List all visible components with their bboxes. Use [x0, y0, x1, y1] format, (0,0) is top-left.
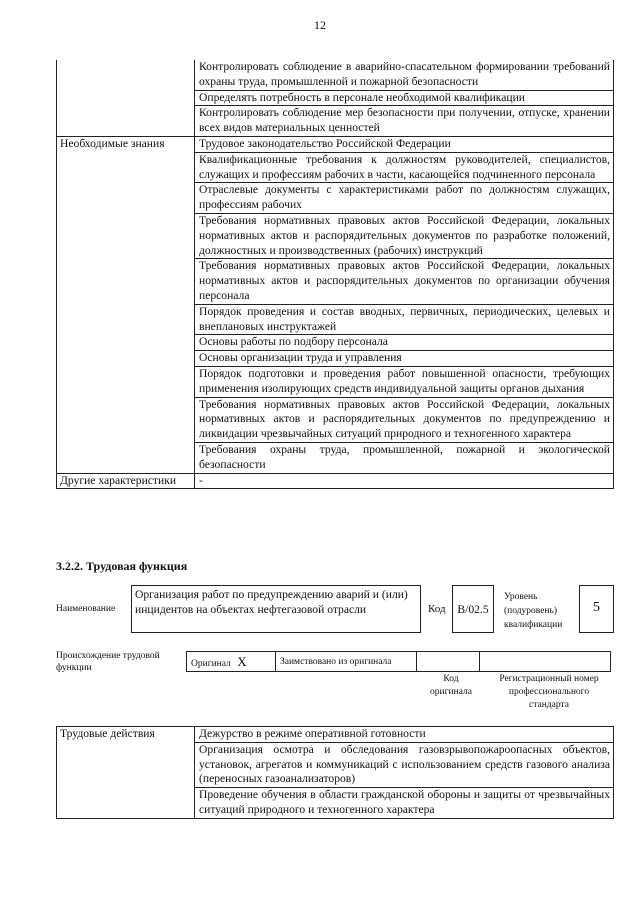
level-label-line: (подуровень): [504, 606, 558, 616]
level-label: [504, 590, 562, 632]
empty-label-cell: [57, 335, 195, 351]
caption-line: Регистрационный номер: [499, 674, 599, 684]
other-characteristics-value: -: [195, 473, 614, 489]
labor-actions-label: Трудовые действия: [57, 727, 195, 743]
empty-label-cell: [57, 788, 195, 819]
table-row: Квалификационные требования к должностям руководителей, специалистов, служащих и профессиям рабочих в части, касающейся подчиненного персонала: [195, 152, 614, 183]
empty-label-cell: [57, 213, 195, 258]
original-cell: [187, 652, 276, 672]
knowledge-label: Необходимые знания: [57, 136, 195, 152]
empty-label-cell: [57, 259, 195, 304]
table-row: Требования нормативных правовых актов Российской Федерации, локальных нормативных актов и распорядительных документов по разработке положений, должностных и производственных (рабочих) инструкций: [195, 213, 614, 258]
table-row: Организация осмотра и обследования газовзрывопожароопасных объектов, установок, агрегатов и коммуникаций с использованием средств газового анализа (переносных газоанализаторов): [195, 742, 614, 787]
caption-line: стандарта: [529, 700, 569, 710]
code-label: Код: [428, 603, 446, 615]
origin-label-line: функции: [56, 663, 92, 673]
caption-line: оригинала: [430, 687, 472, 697]
origin-label-line: Происхождение трудовой: [56, 651, 160, 661]
level-value-box: 5: [579, 585, 614, 633]
table-row: Дежурство в режиме оперативной готовности: [195, 727, 614, 743]
original-label: Оригинал: [191, 658, 231, 669]
table-row: Требования нормативных правовых актов Российской Федерации, локальных нормативных актов и распорядительных документов по предупреждению и ликвидации чрезвычайных ситуаций природного и техногенного характера: [195, 397, 614, 442]
empty-label-cell: [57, 366, 195, 397]
empty-label-cell: [57, 351, 195, 367]
code-value-box: В/02.5: [452, 585, 494, 633]
section-title: 3.2.2. Трудовая функция: [56, 559, 188, 573]
table-row: Трудовое законодательство Российской Федерации: [195, 136, 614, 152]
empty-label-cell: [57, 304, 195, 335]
caption-line: профессионального: [508, 687, 590, 697]
empty-label-cell: [57, 90, 195, 106]
table-row: Основы организации труда и управления: [195, 351, 614, 367]
original-mark: X: [237, 653, 247, 669]
table-row: Контролировать соблюдение в аварийно-спасательном формировании требований охраны труда, промышленной и пожарной безопасности: [195, 60, 614, 90]
empty-label-cell: [57, 742, 195, 787]
code-original-caption: [418, 673, 484, 699]
reg-number-caption: [484, 673, 614, 712]
page-number: 12: [314, 18, 326, 32]
empty-label-cell: [57, 60, 195, 90]
level-label-line: квалификации: [504, 620, 563, 630]
empty-label-cell: [57, 397, 195, 442]
other-characteristics-label: Другие характеристики: [57, 473, 195, 489]
level-label-line: Уровень: [504, 592, 538, 602]
table-row: Порядок подготовки и проведения работ повышенной опасности, требующих применения изолирующих средств индивидуальной защиты органов дыхания: [195, 366, 614, 397]
empty-label-cell: [57, 152, 195, 183]
empty-label-cell: [57, 183, 195, 214]
function-name-box: Организация работ по предупреждению аварий и (или) инцидентов на объектах нефтегазовой отрасли: [131, 585, 421, 633]
origin-label: [56, 650, 160, 674]
table-row: Проведение обучения в области гражданской обороны и защиты от чрезвычайных ситуаций природного и техногенного характера: [195, 788, 614, 819]
table-row: Отраслевые документы с характеристиками работ по должностям служащих, профессиям рабочих: [195, 183, 614, 214]
knowledge-table: [56, 60, 614, 489]
origin-table: [186, 651, 611, 672]
caption-line: Код: [443, 674, 459, 684]
reg-number-cell: [480, 652, 611, 672]
table-row: Основы работы по подбору персонала: [195, 335, 614, 351]
code-original-cell: [417, 652, 480, 672]
empty-label-cell: [57, 442, 195, 473]
table-row: Порядок проведения и состав вводных, первичных, периодических, целевых и внеплановых инструктажей: [195, 304, 614, 335]
borrowed-cell: Заимствовано из оригинала: [276, 652, 417, 672]
empty-label-cell: [57, 106, 195, 137]
table-row: Определять потребность в персонале необходимой квалификации: [195, 90, 614, 106]
table-row: Контролировать соблюдение мер безопасности при получении, отпуске, хранении всех видов материальных ценностей: [195, 106, 614, 137]
name-label: Наименование: [56, 604, 116, 614]
table-row: Требования нормативных правовых актов Российской Федерации, локальных нормативных актов и распорядительных документов по организации обучения персонала: [195, 259, 614, 304]
labor-actions-table: [56, 726, 614, 819]
table-row: Требования охраны труда, промышленной, пожарной и экологической безопасности: [195, 442, 614, 473]
